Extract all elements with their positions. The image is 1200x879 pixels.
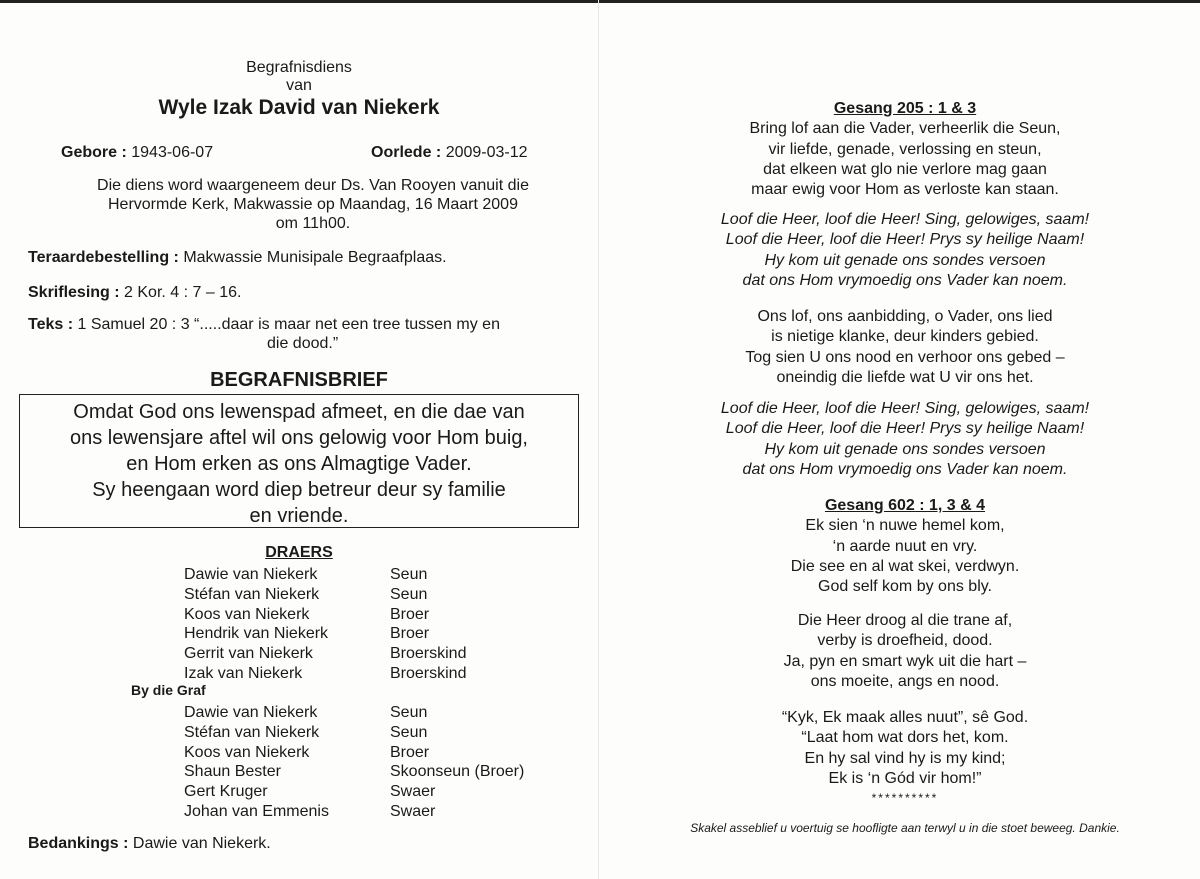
letter-box [19,394,579,528]
text-ref: 1 Samuel 20 : 3 [77,316,190,333]
hymn-205-verse-3 [610,307,1200,388]
born-row [61,144,213,162]
bearer-name: Koos van Niekerk [184,605,310,623]
died-row [371,144,528,162]
text-quote-cont: die dood.” [267,335,339,352]
hymn-line: “Laat hom wat dors het, kom. [801,729,1009,747]
grave-name: Koos van Niekerk [184,743,310,761]
hymn-line: verby is droefheid, dood. [817,632,993,650]
hymn-602-verse-3 [610,611,1200,692]
grave-relation: Seun [390,704,428,721]
hymn-line: En hy sal vind hy is my kind; [804,749,1006,767]
bearer-name: Gerrit van Niekerk [184,645,313,663]
hymn-line: “Kyk, Ek maak alles nuut”, sê God. [781,709,1029,726]
hymn-602-verse-4 [610,708,1200,789]
bearer-relation: Broer [390,605,430,623]
service-line: om 11h00. [275,215,351,232]
hymn-205-chorus-2 [610,399,1200,480]
heading-line-1: Begrafnisdiens [246,59,352,76]
grave-names [184,703,329,822]
hymn-602-heading: Gesang 602 : 1, 3 & 4 [824,497,986,514]
bearers-heading: DRAERS [265,544,333,561]
hymn-line: oneindig die liefde wat U vir ons het. [776,368,1034,386]
born-label: Gebore : [61,144,127,161]
hymn-line: ons moeite, angs en nood. [810,672,1000,690]
died-label: Oorlede : [371,144,442,161]
hymn-line: maar ewig voor Hom as verloste kan staan. [751,181,1059,199]
chorus-line: Loof die Heer, loof die Heer! Prys sy heilige Naam! [725,420,1085,438]
chorus-line: dat ons Hom vrymoedig ons Vader kan noem. [742,271,1068,289]
grave-name: Johan van Emmenis [184,802,329,820]
letter-line: Sy heengaan word diep betreur deur sy familie [92,479,506,501]
grave-name: Stéfan van Niekerk [184,723,320,741]
heading-line-2: van [286,77,312,94]
page-fold [598,0,599,879]
hymn-line: Bring lof aan die Vader, verheerlik die Seun, [749,120,1061,138]
bearer-name: Izak van Niekerk [184,664,303,682]
thanks-row [28,835,271,853]
footer-note: Skakel asseblief u voertuig se hoofligte aan terwyl u in die stoet beweeg. Dankie. [690,821,1120,835]
chorus-line: dat ons Hom vrymoedig ons Vader kan noem. [742,460,1068,478]
bearer-relation: Broerskind [390,645,467,663]
deceased-name: Wyle Izak David van Niekerk [158,96,440,119]
hymn-line: Die see en al wat skei, verdwyn. [790,557,1020,575]
hymn-line: vir liefde, genade, verlossing en steun, [768,140,1042,158]
hymn-line: is nietige klanke, deur kinders gebied. [771,328,1039,346]
letter-heading: BEGRAFNISBRIEF [210,369,388,391]
died-value: 2009-03-12 [445,144,528,161]
hymn-602 [610,496,1200,597]
grave-relation: Skoonseun (Broer) [390,763,525,781]
grave-relation: Swaer [390,783,436,801]
service-line: Hervormde Kerk, Makwassie op Maandag, 16 Maart 2009 [108,196,518,213]
hymn-205 [610,99,1200,200]
hymn-line: ‘n aarde nuut en vry. [832,537,978,555]
grave-relation: Seun [390,723,428,741]
text-quote: “.....daar is maar net een tree tussen my en [194,316,500,333]
hymn-line: dat elkeen wat glo nie verlore mag gaan [763,160,1047,178]
text-label: Teks : [28,316,74,333]
burial-label: Teraardebestelling : [28,249,179,266]
hymn-line: Die Heer droog al die trane af, [797,612,1013,629]
bearer-relation: Seun [390,566,428,583]
hymn-line: Ek is ‘n Gód vir hom!” [828,769,982,787]
bearer-relation: Broerskind [390,664,467,682]
text-row [28,315,568,353]
chorus-line: Loof die Heer, loof die Heer! Sing, gelowiges, saam! [720,400,1090,417]
service-line: Die diens word waargeneem deur Ds. Van Rooyen vanuit die [97,177,529,194]
bearer-name: Dawie van Niekerk [184,566,318,583]
reading-row [28,284,241,302]
born-value: 1943-06-07 [131,144,214,161]
chorus-line: Hy kom uit genade ons sondes versoen [764,251,1046,269]
bearer-relation: Broer [390,625,430,643]
chorus-line: Loof die Heer, loof die Heer! Sing, gelowiges, saam! [720,211,1090,228]
letter-line: en Hom erken as ons Almagtige Vader. [126,453,472,475]
grave-relation: Broer [390,743,430,761]
stars-divider: ********** [871,791,939,805]
grave-label: By die Graf [131,682,206,698]
grave-relation: Swaer [390,802,436,820]
hymn-line: God self kom by ons bly. [818,578,992,596]
thanks-value: Dawie van Niekerk. [132,835,271,852]
grave-relations [390,703,524,822]
service-heading [0,59,598,95]
hymn-line: Ek sien ‘n nuwe hemel kom, [805,517,1005,535]
hymn-line: Tog sien U ons nood en verhoor ons gebed – [745,348,1065,366]
chorus-line: Hy kom uit genade ons sondes versoen [764,440,1046,458]
reading-label: Skriflesing : [28,284,120,301]
service-details [28,176,598,233]
bearer-names [184,565,328,684]
hymn-205-chorus-1 [610,210,1200,291]
grave-name: Gert Kruger [184,783,268,801]
burial-row [28,249,447,267]
chorus-line: Loof die Heer, loof die Heer! Prys sy heilige Naam! [725,231,1085,249]
letter-line: ons lewensjare aftel wil ons gelowig voor Hom buig, [69,427,528,449]
hymn-line: Ja, pyn en smart wyk uit die hart – [783,652,1027,670]
letter-line: Omdat God ons lewenspad afmeet, en die dae van [73,401,525,423]
bearer-name: Stéfan van Niekerk [184,585,320,603]
hymn-205-heading: Gesang 205 : 1 & 3 [833,100,977,117]
bearer-relation: Seun [390,585,428,603]
grave-name: Dawie van Niekerk [184,704,318,721]
thanks-label: Bedankings : [28,835,129,852]
top-border [0,0,1200,3]
burial-value: Makwassie Munisipale Begraafplaas. [183,249,447,266]
bearer-name: Hendrik van Niekerk [184,625,329,643]
bearer-relations [390,565,466,684]
grave-name: Shaun Bester [184,763,281,781]
letter-line: en vriende. [249,505,349,527]
reading-value: 2 Kor. 4 : 7 – 16. [124,284,242,301]
hymn-line: Ons lof, ons aanbidding, o Vader, ons lied [757,308,1053,325]
